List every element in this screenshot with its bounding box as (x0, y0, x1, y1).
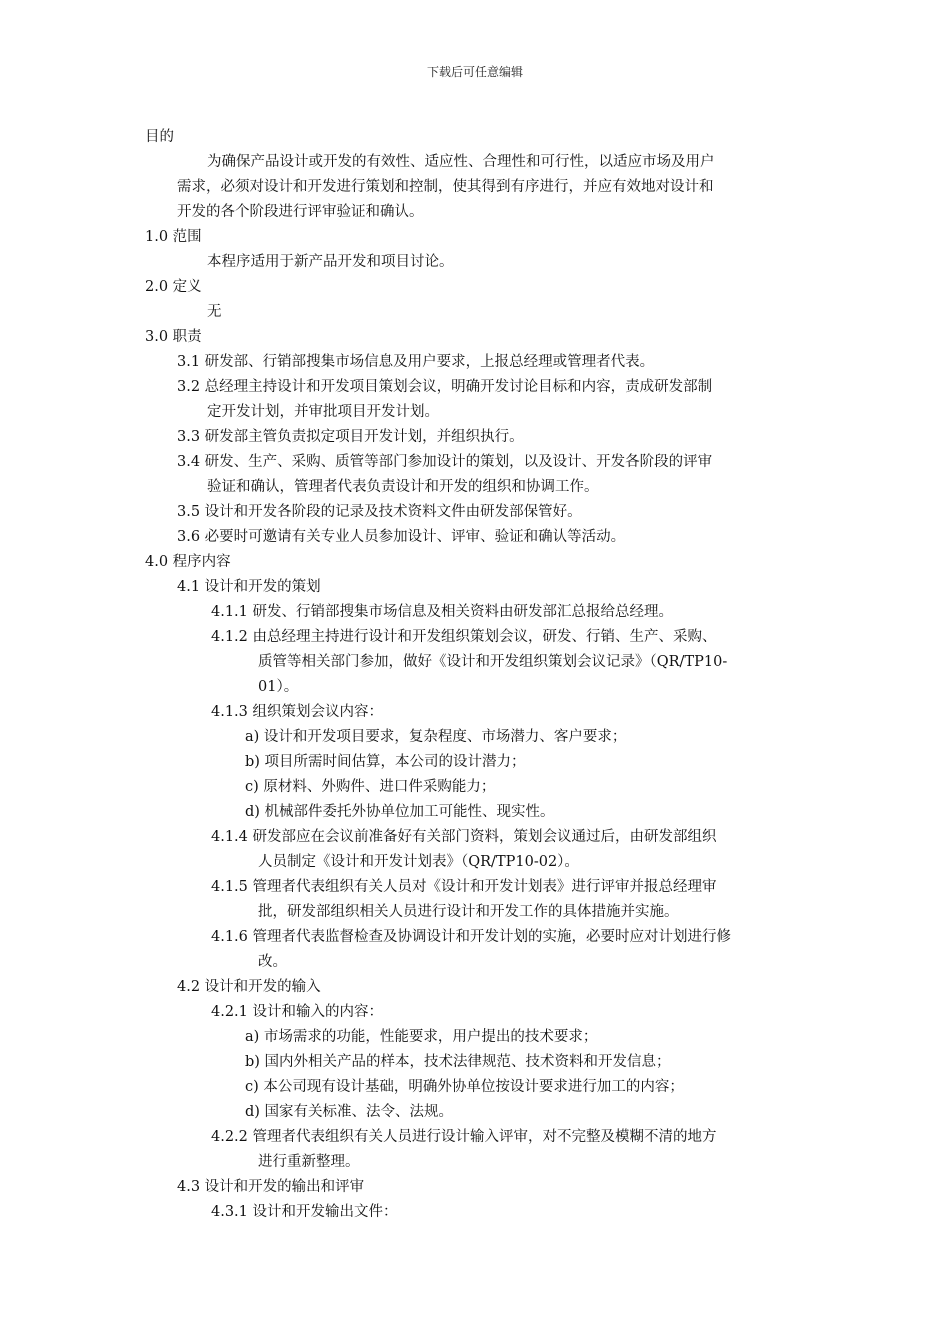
procedure-item: 4.1.5 管理者代表组织有关人员对《设计和开发计划表》进行评审并报总经理审 (211, 879, 717, 895)
section-responsibility-title: 3.0 职责 (145, 329, 202, 345)
section-purpose-title: 目的 (145, 129, 174, 145)
purpose-text-line: 需求，必须对设计和开发进行策划和控制，使其得到有序进行，并应有效地对设计和 (177, 179, 714, 195)
procedure-item: 4.1.2 由总经理主持进行设计和开发组织策划会议，研发、行销、生产、采购、 (211, 629, 717, 645)
procedure-item-cont: 质管等相关部门参加，做好《设计和开发组织策划会议记录》（QR/TP10- (258, 654, 728, 670)
procedure-item: 4.1.4 研发部应在会议前准备好有关部门资料，策划会议通过后，由研发部组织 (211, 829, 717, 845)
procedure-item: 4.1.3 组织策划会议内容： (211, 704, 384, 720)
procedure-item-cont: 进行重新整理。 (258, 1154, 360, 1170)
subsection-title: 4.3 设计和开发的输出和评审 (177, 1179, 365, 1195)
procedure-item: 4.2.1 设计和输入的内容： (211, 1004, 384, 1020)
responsibility-item: 3.4 研发、生产、采购、质管等部门参加设计的策划，以及设计、开发各阶段的评审 (177, 454, 713, 470)
scope-text: 本程序适用于新产品开发和项目讨论。 (207, 254, 454, 270)
subsection-title: 4.1 设计和开发的策划 (177, 579, 321, 595)
section-scope-title: 1.0 范围 (145, 229, 202, 245)
list-item: b) 项目所需时间估算，本公司的设计潜力； (245, 754, 526, 770)
responsibility-item: 3.6 必要时可邀请有关专业人员参加设计、评审、验证和确认等活动。 (177, 529, 626, 545)
list-item: d) 机械部件委托外协单位加工可能性、现实性。 (245, 804, 555, 820)
procedure-item: 4.1.6 管理者代表监督检查及协调设计和开发计划的实施，必要时应对计划进行修 (211, 929, 732, 945)
section-procedure-title: 4.0 程序内容 (145, 554, 231, 570)
responsibility-item: 3.5 设计和开发各阶段的记录及技术资料文件由研发部保管好。 (177, 504, 582, 520)
purpose-text-line: 开发的各个阶段进行评审验证和确认。 (177, 204, 424, 220)
procedure-item-cont: 改。 (258, 954, 287, 970)
subsection-title: 4.2 设计和开发的输入 (177, 979, 321, 995)
procedure-item-cont: 01）。 (258, 679, 299, 695)
procedure-item-cont: 批，研发部组织相关人员进行设计和开发工作的具体措施并实施。 (258, 904, 679, 920)
section-definition-title: 2.0 定义 (145, 279, 202, 295)
procedure-item-cont: 人员制定《设计和开发计划表》（QR/TP10-02）。 (258, 854, 579, 870)
definition-text: 无 (207, 304, 222, 320)
list-item: c) 本公司现有设计基础，明确外协单位按设计要求进行加工的内容； (245, 1079, 684, 1095)
list-item: d) 国家有关标准、法令、法规。 (245, 1104, 454, 1120)
page-header: 下载后可任意编辑 (426, 65, 523, 79)
list-item: b) 国内外相关产品的样本，技术法律规范、技术资料和开发信息； (245, 1054, 671, 1070)
responsibility-item: 3.1 研发部、行销部搜集市场信息及用户要求，上报总经理或管理者代表。 (177, 354, 655, 370)
procedure-item: 4.1.1 研发、行销部搜集市场信息及相关资料由研发部汇总报给总经理。 (211, 604, 674, 620)
purpose-text-line: 为确保产品设计或开发的有效性、适应性、合理性和可行性，以适应市场及用户 (207, 154, 715, 170)
list-item: a) 设计和开发项目要求，复杂程度、市场潜力、客户要求； (245, 729, 627, 745)
responsibility-item-cont: 定开发计划，并审批项目开发计划。 (207, 404, 439, 420)
list-item: c) 原材料、外购件、进口件采购能力； (245, 779, 496, 795)
list-item: a) 市场需求的功能，性能要求，用户提出的技术要求； (245, 1029, 598, 1045)
responsibility-item: 3.2 总经理主持设计和开发项目策划会议，明确开发讨论目标和内容，责成研发部制 (177, 379, 713, 395)
procedure-item: 4.2.2 管理者代表组织有关人员进行设计输入评审，对不完整及模糊不清的地方 (211, 1129, 717, 1145)
procedure-item: 4.3.1 设计和开发输出文件： (211, 1204, 398, 1220)
responsibility-item: 3.3 研发部主管负责拟定项目开发计划，并组织执行。 (177, 429, 524, 445)
document-body (0, 125, 950, 1225)
responsibility-item-cont: 验证和确认，管理者代表负责设计和开发的组织和协调工作。 (207, 479, 599, 495)
